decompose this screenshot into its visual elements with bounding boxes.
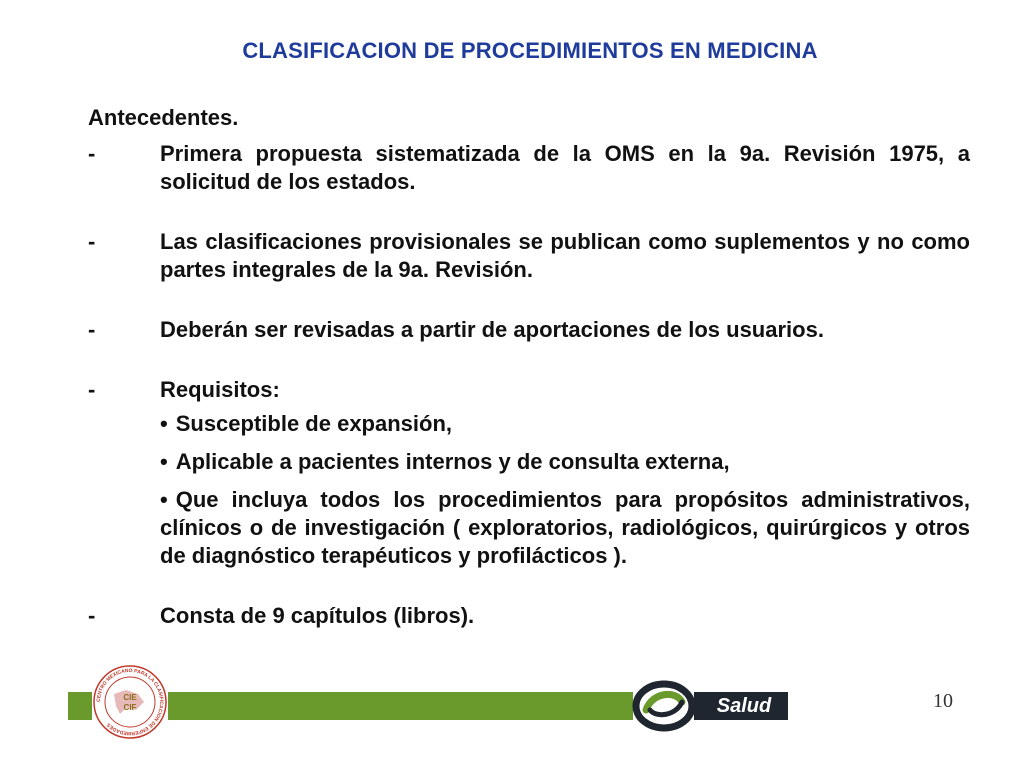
item-text: Deberán ser revisadas a partir de aportaciones de los usuarios.: [160, 317, 824, 342]
dash-marker: -: [88, 377, 96, 402]
cemece-seal-logo-icon: [92, 664, 168, 740]
sub-item-text: Que incluya todos los procedimientos para propósitos administrativos, clínicos o de investigación ( exploratorios, radiológicos, quirúrgicos y otros de diagnóstico terapéuticos y profilácticos ).: [160, 487, 970, 568]
item-text: Consta de 9 capítulos (libros).: [160, 603, 475, 628]
sub-item-text: Aplicable a pacientes internos y de consulta externa,: [175, 449, 730, 474]
dash-marker: -: [88, 603, 96, 628]
list-item: [88, 316, 970, 344]
section-heading: Antecedentes.: [88, 105, 239, 130]
list-item: [88, 376, 970, 404]
dash-marker: -: [88, 141, 96, 166]
list-item: [88, 602, 970, 630]
seal-cif-text: CIF: [123, 703, 137, 712]
slide-title: CLASIFICACION DE PROCEDIMIENTOS EN MEDICINA: [242, 38, 818, 63]
sub-list-item: [160, 448, 970, 476]
salud-logo-text: Salud: [716, 695, 772, 717]
sub-list-item: [160, 486, 970, 570]
page-number: 10: [933, 690, 953, 712]
dash-marker: -: [88, 229, 96, 254]
footer-bar-left: [68, 692, 92, 720]
bullet-marker: •: [160, 487, 168, 512]
bullet-marker: •: [160, 449, 168, 474]
item-text: Primera propuesta sistematizada de la OMS en la 9a. Revisión 1975, a solicitud de los estados.: [160, 141, 970, 194]
list-item: [88, 140, 970, 196]
seal-ring-text: CENTRO MEXICANO PARA LA CLASIFICACION DE ENFERMEDADES: [95, 667, 165, 737]
sub-list-item: [160, 410, 970, 438]
sub-item-text: Susceptible de expansión,: [175, 411, 453, 436]
item-text: Las clasificaciones provisionales se publican como suplementos y no como partes integrales de la 9a. Revisión.: [160, 229, 970, 282]
footer-bar-green: [168, 692, 633, 720]
list-item: [88, 228, 970, 284]
item-text: Requisitos:: [160, 377, 280, 402]
seal-cie-text: CIE: [123, 693, 137, 702]
dash-marker: -: [88, 317, 96, 342]
slide-body: [88, 104, 970, 630]
salud-swirl-logo-icon: [632, 680, 696, 732]
bullet-marker: •: [160, 411, 168, 436]
